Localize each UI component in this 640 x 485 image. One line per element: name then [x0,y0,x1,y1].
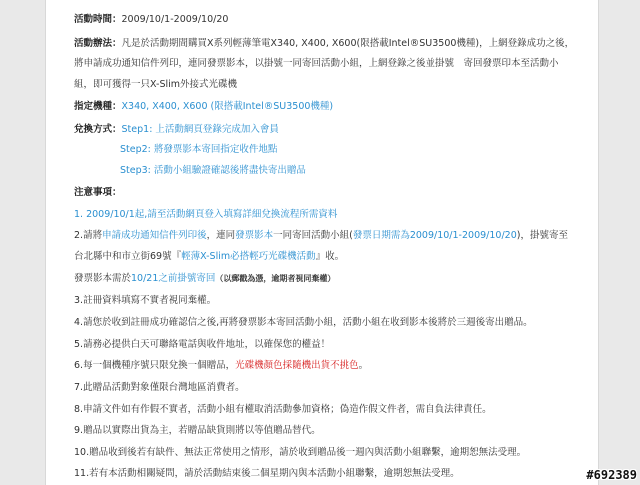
note-4: 4.請您於收到註冊成功確認信之後,再將發票影本寄回活動小組，活動小組在收到影本後將於三週後寄出贈品。 [74,317,533,328]
note-2-part: 一同寄回活動小組( [273,230,353,241]
receipt-deadline [74,272,335,285]
note-2-part: )，掛號寄至 [516,230,568,241]
period-row [74,13,228,26]
note-6-random-color: 光碟機顏色採隨機出貨不挑色 [235,360,359,371]
note-2-address [74,250,344,263]
receipt-text: 發票影本需於 [74,273,132,284]
method-line1: 凡是於活動期間購買X系列輕薄筆電X340, X400, X600(限搭載Intel®SU3500機種)，上網登錄成功之後， [121,38,575,49]
redeem-step3: Step3: 活動小組驗證確認後將盡快寄出贈品 [120,165,306,176]
redeem-step2: Step2: 將發票影本寄回指定收件地點 [120,144,278,155]
period-value: 2009/10/1-2009/10/20 [121,14,229,25]
notes-heading: 注意事項： [74,187,122,198]
note-1: 1. 2009/10/1起,請至活動網頁登入填寫詳細兌換流程所需資料 [74,209,338,220]
method-label: 活動辦法： [74,38,122,49]
note-2-address-text: 台北縣中和市立街69號『 [74,251,182,262]
models-row [74,100,333,113]
models-label: 指定機種： [74,101,122,112]
note-8: 8.申請文件如有作假不實者，活動小組有權取消活動參加資格；偽造作假文件者，需自負法律責任。 [74,404,492,415]
note-7: 7.此贈品活動對象僅限台灣地區消費者。 [74,382,245,393]
note-6-text: 6.每一個機種序號只限兌換一個贈品， [74,360,236,371]
note-5: 5.請務必提供白天可聯絡電話與收件地址，以確保您的權益！ [74,339,331,350]
note-2-receipt-copy: 發票影本 [235,230,274,241]
note-2-campaign-name: 輕薄X-Slim必搭輕巧光碟機活動 [181,251,316,262]
note-2-part: 2.請將 [74,230,103,241]
method-line3: 組，即可獲得一只X-Slim外接式光碟機 [74,79,238,90]
method-line2: 將申請成功通知信件列印，連同發票影本，以掛號一同寄回活動小組，上網登錄之後並掛號 寄回發票印本至活動小 [74,58,559,69]
note-3: 3.註冊資料填寫不實者視同棄權。 [74,295,217,306]
method-row [74,37,574,50]
watermark-id: #692389 [586,468,637,482]
note-6 [74,359,368,372]
models-value: X340, X400, X600 (限搭載Intel®SU3500機種) [121,101,334,112]
redeem-step1: Step1: 上活動網頁登錄完成加入會員 [121,124,279,135]
receipt-postmark-note: （以郵戳為憑，逾期者視同棄權） [215,274,336,283]
note-2-print-letter: 申請成功通知信件列印後 [102,230,207,241]
redeem-label: 兌換方式： [74,124,122,135]
note-2-part: ，連同 [206,230,236,241]
receipt-deadline-date: 10/21之前掛號寄回 [131,273,216,284]
note-2-address-end: 』收。 [315,251,345,262]
note-6-end: 。 [358,360,369,371]
document-page [45,0,599,485]
redeem-row [74,123,279,136]
note-2-receipt-date: 發票日期需為2009/10/1-2009/10/20 [352,230,517,241]
note-9: 9.贈品以實際出貨為主，若贈品缺貨則將以等值贈品替代。 [74,425,321,436]
note-11: 11.若有本活動相關疑問，請於活動結束後二個星期內與本活動小組聯繫，逾期恕無法受理。 [74,468,460,479]
note-10: 10.贈品收到後若有缺件、無法正常使用之情形，請於收到贈品後一週內與活動小組聯繫，逾期恕無法受理。 [74,447,527,458]
note-2 [74,229,568,242]
period-label: 活動時間： [74,14,122,25]
